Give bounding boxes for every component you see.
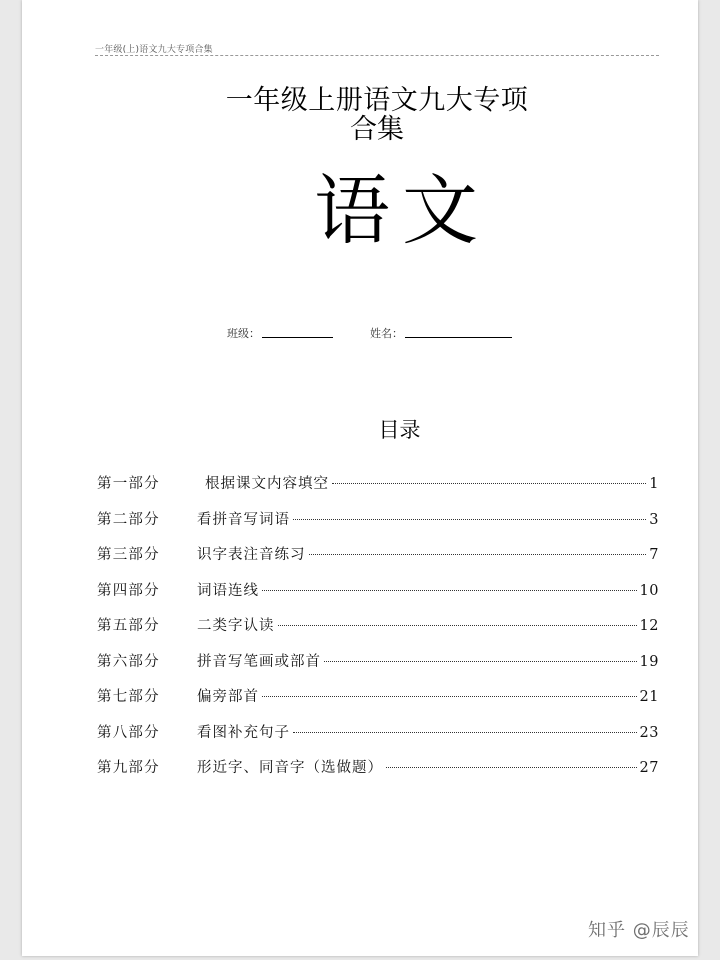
toc-leader-dots [332,483,646,484]
toc-section-name: 根据课文内容填空 [205,476,329,492]
header-divider [95,55,659,56]
toc-row[interactable] [97,472,659,508]
toc-page-number: 3 [649,511,659,528]
toc-section-name: 偏旁部首 [197,689,259,705]
toc-leader-dots [309,554,647,555]
toc-row[interactable] [97,685,659,721]
toc-page-number: 19 [639,653,659,670]
toc-page-number: 23 [639,724,659,741]
cover-title-line2: 合集 [350,114,404,145]
toc-page-number: 12 [639,618,659,634]
toc-row[interactable] [97,543,659,579]
table-of-contents [97,472,659,792]
toc-leader-dots [293,519,646,520]
toc-leader-dots [278,625,637,626]
toc-page-number: 7 [649,547,659,563]
cover-title-line1: 一年级上册语文九大专项 [225,85,529,116]
watermark-text: 知乎 @辰辰 [588,920,690,941]
toc-row[interactable] [97,650,659,686]
toc-row[interactable] [97,614,659,650]
toc-row[interactable] [97,579,659,615]
toc-leader-dots [324,661,637,662]
toc-section-name: 二类字认读 [197,618,275,634]
name-blank [405,337,512,338]
toc-section-name: 识字表注音练习 [197,547,306,563]
toc-part: 第八部分 [97,724,160,741]
toc-part: 第三部分 [97,547,160,563]
document-page [22,0,698,956]
name-label: 姓名： [370,327,403,340]
toc-page-number: 10 [639,582,659,599]
toc-page-number: 21 [639,689,659,705]
toc-heading: 目录 [378,418,421,442]
toc-part: 第九部分 [97,760,160,776]
toc-part: 第二部分 [97,511,160,528]
toc-part: 第六部分 [97,653,160,670]
toc-leader-dots [262,696,637,697]
toc-part: 第四部分 [97,582,160,599]
toc-leader-dots [262,590,637,591]
toc-row[interactable] [97,721,659,757]
toc-page-number: 1 [649,476,659,492]
subject-title: 语文 [314,166,490,255]
toc-section-name: 词语连线 [197,582,259,599]
toc-section-name: 形近字、同音字（选做题） [197,760,383,776]
toc-leader-dots [386,767,637,768]
toc-section-name: 看图补充句子 [197,724,290,741]
toc-row[interactable] [97,756,659,792]
toc-section-name: 拼音写笔画或部首 [197,653,321,670]
toc-part: 第五部分 [97,618,160,634]
class-label: 班级： [227,327,260,340]
toc-page-number: 27 [639,760,659,776]
toc-row[interactable] [97,508,659,544]
class-blank [262,337,333,338]
toc-part: 第一部分 [97,476,160,492]
toc-part: 第七部分 [97,689,160,705]
toc-leader-dots [293,732,637,733]
running-header: 一年级(上)语文九大专项合集 [95,45,213,55]
toc-section-name: 看拼音写词语 [197,511,290,528]
